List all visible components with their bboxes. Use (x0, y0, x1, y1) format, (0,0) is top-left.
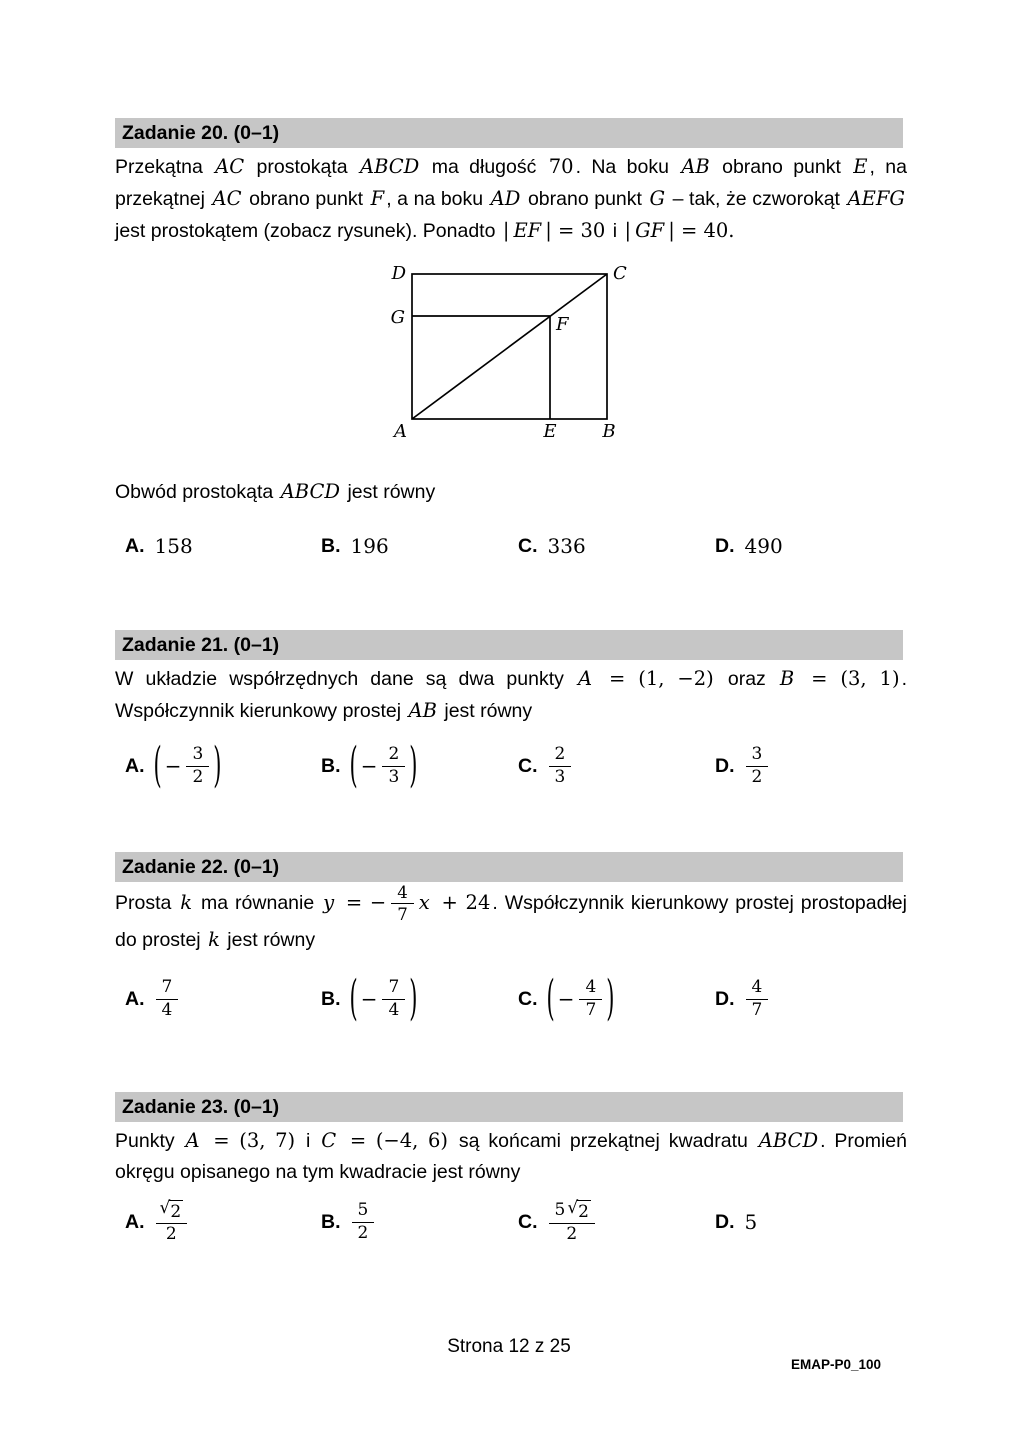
answer-letter: D. (715, 534, 735, 557)
fraction-denominator (356, 1223, 371, 1243)
task-21-answer-A (125, 737, 223, 795)
answer-value (546, 1197, 599, 1245)
fraction-denominator (750, 1000, 765, 1020)
task-20-answers (115, 529, 907, 563)
text-segment: | (502, 219, 510, 242)
text-segment: − (557, 987, 575, 1011)
text-segment: 490 (744, 534, 783, 558)
task-20-answer-D (715, 529, 785, 563)
task-21-body (115, 663, 907, 727)
text-segment: | = 40. (668, 219, 735, 242)
fraction-denominator (750, 767, 765, 787)
answer-letter: D. (715, 754, 735, 777)
text-segment: − (360, 754, 378, 778)
text-segment: 2 (165, 1224, 177, 1245)
page-number: Strona 12 z 25 (447, 1336, 571, 1357)
task-20-answer-C (518, 529, 588, 563)
fraction-numerator (352, 1199, 375, 1223)
big-parenthesis: ( (546, 970, 555, 1025)
text-segment: oraz (715, 668, 778, 690)
text-segment: 2 (566, 1224, 578, 1245)
text-segment: , na przekątnej (115, 156, 907, 210)
task-20-body (115, 151, 907, 247)
text-segment: jest równy (342, 481, 436, 503)
exam-code: EMAP-P0_100 (790, 1357, 881, 1372)
answer-value (546, 743, 575, 787)
label-G: G (390, 307, 405, 328)
answer-letter: B. (321, 534, 341, 557)
text-segment: = (3, 1) (798, 667, 900, 690)
label-B: B (601, 421, 616, 442)
big-parenthesis: ( (349, 737, 358, 792)
fraction (352, 1199, 375, 1243)
task-21-answer-C (518, 737, 574, 795)
answer-value (546, 970, 616, 1025)
text-segment: A (578, 667, 593, 690)
answer-value (743, 976, 772, 1020)
fraction (549, 743, 572, 787)
text-segment: = (1, −2) (596, 667, 714, 690)
text-segment: prostokąta (246, 156, 358, 178)
big-parenthesis: ) (213, 737, 222, 792)
answer-value (349, 534, 391, 558)
text-segment: − (164, 754, 182, 778)
fraction-denominator (190, 767, 205, 787)
task-23-answers (115, 1193, 907, 1251)
task-20-question (115, 479, 907, 505)
label-E: E (542, 421, 557, 442)
text-segment: 196 (350, 534, 389, 558)
answer-letter: B. (321, 987, 341, 1010)
task-20-header: Zadanie 20. (0–1) (115, 118, 903, 148)
text-segment: . Na boku (575, 156, 680, 178)
text-segment: 2 (388, 743, 400, 764)
answer-letter: A. (125, 987, 145, 1010)
fraction (549, 1197, 596, 1245)
fraction (382, 976, 405, 1020)
fraction-denominator (564, 1224, 579, 1244)
text-segment: jest prostokątem (zobacz rysunek). Ponadto (115, 220, 501, 242)
text-segment: = (−4, 6) (340, 1129, 449, 1152)
text-segment: 7 (751, 999, 763, 1020)
fraction (391, 884, 414, 924)
text-segment: = (3, 7) (203, 1129, 296, 1152)
task-20-answer-A (125, 529, 195, 563)
text-segment: 3 (388, 766, 400, 787)
fraction-numerator (186, 743, 209, 767)
diagonal-AC (412, 274, 607, 419)
task-22-answer-A (125, 970, 181, 1028)
answer-letter: B. (321, 754, 341, 777)
answer-letter: C. (518, 534, 538, 557)
text-segment: 2 (751, 766, 763, 787)
fraction-numerator (579, 976, 602, 1000)
text-segment: F (370, 187, 385, 210)
task-23-answer-A (125, 1193, 190, 1251)
answer-letter: C. (518, 1210, 538, 1233)
fraction-numerator (549, 743, 572, 767)
answer-letter: C. (518, 987, 538, 1010)
fraction-numerator (746, 976, 769, 1000)
radicand: 2 (578, 1201, 589, 1222)
text-segment: 4 (397, 883, 408, 902)
answer-letter: C. (518, 754, 538, 777)
text-segment: obrano punkt (243, 188, 369, 210)
task-22-answers (115, 970, 907, 1028)
fraction (156, 976, 179, 1020)
rectangle-diagram (377, 260, 642, 458)
text-segment: 2 (192, 766, 204, 787)
text-segment: ABCD (280, 480, 341, 503)
text-segment: jest równy (438, 700, 533, 722)
answer-letter: D. (715, 1210, 735, 1233)
text-segment: W układzie współrzędnych dane są dwa punkty (115, 668, 577, 690)
fraction (579, 976, 602, 1020)
text-segment: AEFG (847, 187, 905, 210)
answer-value (743, 1210, 760, 1234)
fraction-denominator (160, 1000, 175, 1020)
radical-sign: √ (159, 1197, 171, 1218)
fraction-numerator (156, 976, 179, 1000)
task-21-header: Zadanie 21. (0–1) (115, 630, 903, 660)
answer-value (349, 1199, 378, 1243)
fraction-denominator (395, 904, 410, 923)
fraction (746, 976, 769, 1020)
text-segment: AD (490, 187, 521, 210)
text-segment: AB (408, 699, 437, 722)
text-segment: 4 (388, 999, 400, 1020)
label-F: F (555, 314, 568, 335)
task-22-answer-D (715, 970, 771, 1028)
text-segment: ma długość (421, 156, 547, 178)
text-segment: Prosta (115, 892, 179, 915)
text-segment: + 24 (433, 891, 491, 915)
text-segment: – tak, że czworokąt (667, 188, 846, 210)
task-22-answer-C (518, 970, 616, 1028)
text-segment: 2 (554, 743, 566, 764)
task-23-header: Zadanie 23. (0–1) (115, 1092, 903, 1122)
text-segment: Punkty (115, 1130, 184, 1152)
text-segment: Przekątna (115, 156, 214, 178)
text-segment: B (779, 667, 795, 690)
text-segment: − (360, 987, 378, 1011)
label-A: A (393, 421, 407, 442)
text-segment: 336 (547, 534, 586, 558)
text-segment: ma równanie (194, 892, 322, 915)
text-segment: 5 (744, 1210, 758, 1234)
text-segment: = − (338, 891, 387, 915)
text-segment: y (323, 891, 335, 915)
answer-value (153, 737, 223, 792)
fraction-denominator (553, 767, 568, 787)
text-segment: AB (681, 155, 710, 178)
text-segment: 2 (357, 1222, 369, 1243)
text-segment: k (208, 927, 220, 951)
answer-letter: D. (715, 987, 735, 1010)
answer-letter: A. (125, 1210, 145, 1233)
text-segment: 3 (554, 766, 566, 787)
radicand: 2 (170, 1201, 182, 1222)
answer-value (349, 737, 419, 792)
fraction (186, 743, 209, 787)
text-segment: 7 (397, 905, 408, 925)
task-20-answer-B (321, 529, 391, 563)
task-23-answer-D (715, 1193, 759, 1251)
fraction-numerator (746, 743, 769, 767)
label-C: C (612, 263, 627, 284)
fraction-denominator (164, 1224, 179, 1244)
answer-value (153, 534, 195, 558)
answer-value (743, 743, 772, 787)
fraction-denominator (386, 1000, 401, 1020)
text-segment: . Współczynnik kierunkowy prostej (115, 668, 907, 722)
text-segment: 5 (554, 1199, 566, 1220)
text-segment: jest równy (221, 928, 316, 951)
fraction-denominator (583, 1000, 598, 1020)
task-21-answer-B (321, 737, 419, 795)
text-segment: 5 (357, 1199, 369, 1220)
label-D: D (391, 263, 406, 284)
text-segment: | (624, 219, 632, 242)
text-segment: EF (513, 219, 542, 242)
answer-letter: A. (125, 754, 145, 777)
answer-letter: B. (321, 1210, 341, 1233)
task-22-answer-B (321, 970, 419, 1028)
fraction-numerator (382, 743, 405, 767)
task-23-answer-C (518, 1193, 598, 1251)
text-segment: 158 (154, 534, 193, 558)
text-segment: | = 30 (545, 219, 606, 242)
text-segment: ABCD (359, 155, 420, 178)
answer-value (349, 970, 419, 1025)
fraction (382, 743, 405, 787)
text-segment: 4 (585, 976, 597, 997)
text-segment: x (418, 891, 430, 915)
text-segment: 3 (192, 743, 204, 764)
task-23-answer-B (321, 1193, 377, 1251)
answer-value (546, 534, 588, 558)
text-segment: k (180, 891, 193, 915)
fraction-numerator (382, 976, 405, 1000)
text-segment: 70 (548, 155, 574, 178)
text-segment: AC (215, 155, 245, 178)
text-segment: 4 (161, 999, 173, 1020)
text-segment: 7 (585, 999, 597, 1020)
answer-value (743, 534, 785, 558)
task-21-answers (115, 737, 907, 795)
fraction (156, 1197, 188, 1245)
task-23-body (115, 1125, 907, 1188)
text-segment: A (185, 1129, 200, 1152)
text-segment: obrano punkt (711, 156, 852, 178)
fraction (746, 743, 769, 787)
square-root (567, 1197, 591, 1222)
fraction-numerator (549, 1197, 596, 1225)
task-22-body (115, 884, 907, 956)
answer-value (153, 976, 182, 1020)
fraction-numerator (391, 884, 414, 904)
answer-letter: A. (125, 534, 145, 557)
radical-sign: √ (567, 1197, 579, 1218)
text-segment: Obwód prostokąta (115, 481, 279, 503)
text-segment: GF (635, 219, 665, 242)
text-segment: C (321, 1129, 337, 1152)
square-root (159, 1197, 184, 1222)
task-21-answer-D (715, 737, 771, 795)
big-parenthesis: ) (409, 737, 418, 792)
text-segment: i (607, 220, 623, 242)
text-segment: . Współczynnik kierunkowy prostej prostopadłej do prostej (115, 892, 907, 951)
big-parenthesis: ( (153, 737, 162, 792)
text-segment: AC (212, 187, 242, 210)
big-parenthesis: ) (409, 970, 418, 1025)
task-20-figure (115, 260, 903, 458)
text-segment: , a na boku (386, 188, 489, 210)
big-parenthesis: ) (606, 970, 615, 1025)
fraction-denominator (386, 767, 401, 787)
text-segment: G (649, 187, 666, 210)
text-segment: 3 (751, 743, 763, 764)
answer-value (153, 1197, 191, 1245)
task-22-header: Zadanie 22. (0–1) (115, 852, 903, 882)
text-segment: są końcami przekątnej kwadratu (450, 1130, 757, 1152)
text-segment: 7 (388, 976, 400, 997)
text-segment: i (297, 1130, 320, 1152)
text-segment: 7 (161, 976, 173, 997)
fraction-numerator (156, 1197, 188, 1225)
text-segment: ABCD (758, 1129, 819, 1152)
big-parenthesis: ( (349, 970, 358, 1025)
text-segment: E (853, 155, 868, 178)
text-segment: . Promień okręgu opisanego na tym kwadracie jest równy (115, 1130, 908, 1183)
text-segment: 4 (751, 976, 763, 997)
text-segment: obrano punkt (522, 188, 648, 210)
